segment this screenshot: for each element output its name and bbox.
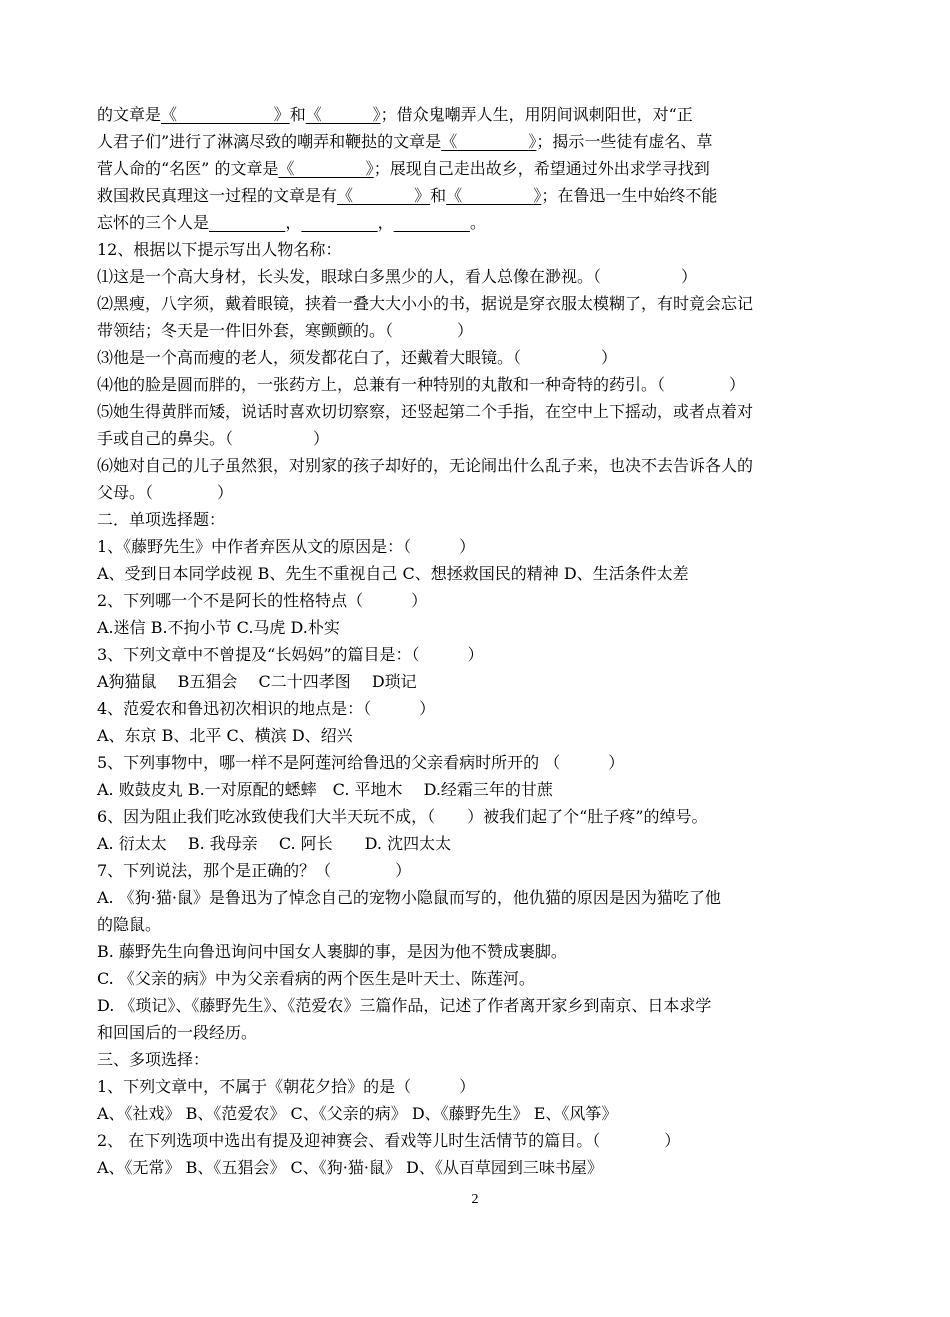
section-2-line: 3、下列文章中不曾提及“长妈妈”的篇目是：（ ） [97,645,484,664]
answer-blank [322,105,373,124]
section-3-line: 1、下列文章中，不属于《朝花夕拾》的是（ ） [97,1077,476,1096]
section-2-line: A狗猫鼠 B五猖会 C二十四孝图 D琐记 [97,672,417,691]
answer-blank [177,105,274,124]
title-open-bracket: 《 [441,132,458,151]
question-12-item: 手或自己的鼻尖。（ ） [97,429,330,448]
title-close-bracket: 》 [365,159,374,178]
text-segment: 的文章是 [97,105,162,124]
section-2-line: A. 《狗·猫·鼠》是鲁迅为了悼念自己的宠物小隐鼠而写的，他仇猫的原因是因为猫吃了他 [97,888,721,907]
section-2-line: D. 《琐记》、《藤野先生》、《范爱农》三篇作品，记述了作者离开家乡到南京、日本求学 [97,996,712,1015]
answer-blank [301,213,377,232]
title-open-bracket: 《 [278,159,295,178]
section-2-line: 4、范爱农和鲁迅初次相识的地点是：（ ） [97,699,436,718]
section-2-heading: 二．单项选择题： [97,510,226,529]
answer-blank [353,186,414,205]
section-2-line: 1、《藤野先生》中作者弃医从文的原因是：（ ） [97,537,476,556]
text-segment: 菅人命的“名医” 的文章是 [97,159,279,178]
section-2-line: 的隐鼠。 [97,915,162,934]
section-2-line: A. 败鼓皮丸 B.一对原配的蟋蟀 C. 平地木 D.经霜三年的甘蔗 [97,780,553,799]
question-12-item: 带领结；冬天是一件旧外套，寒颤颤的。（ ） [97,321,474,340]
answer-blank [457,132,528,151]
answer-blank [209,213,285,232]
page-number: 2 [471,1192,479,1207]
fill-in-line-1 [97,103,693,127]
question-12-item: 父母。（ ） [97,483,234,502]
question-12-item: ⑹她对自己的儿子虽然狠，对别家的孩子却好的，无论闹出什么乱子来，也决不去告诉各人的 [97,456,754,475]
section-2-line: 6、因为阻止我们吃冰致使我们大半天玩不成，（ ）被我们起了个“肚子疼”的绰号。 [97,807,708,826]
section-3-heading: 三、多项选择： [97,1050,210,1069]
text-segment: 和 [430,186,447,205]
text-segment: ， [377,213,394,232]
section-2-line: A. 衍太太 B. 我母亲 C. 阿长 D. 沈四太太 [97,834,452,853]
section-3-line: A、《无常》 B、《五猖会》 C、《狗·猫·鼠》 D、《从百草园到三味书屋》 [97,1158,603,1177]
section-2-line: C. 《父亲的病》中为父亲看病的两个医生是叶天士、陈莲河。 [97,969,535,988]
text-segment: ；借众鬼嘲弄人生，用阴间讽刺阳世，对“正 [380,105,693,124]
title-open-bracket: 《 [446,186,463,205]
section-2-line: 7、下列说法，那个是正确的？（ ） [97,861,412,880]
section-3-line: A、《社戏》 B、《范爱农》 C、《父亲的病》 D、《藤野先生》 E、《风筝》 [97,1104,618,1123]
text-segment: ；揭示一些徒有虚名、草 [536,132,713,151]
title-open-bracket: 《 [337,186,354,205]
question-12-item: ⑷他的脸是圆而胖的，一张药方上，总兼有一种特别的丸散和一种奇特的药引。（ ） [97,375,746,394]
title-open-bracket: 《 [305,105,322,124]
title-close-bracket: 》 [372,105,381,124]
section-2-line: A.迷信 B.不拘小节 C.马虎 D.朴实 [97,618,340,637]
fill-in-line-2 [97,130,712,154]
fill-in-line-3 [97,157,710,181]
title-close-bracket: 》 [273,105,290,124]
question-12-item: ⑵黑瘦，八字须，戴着眼镜，挟着一叠大大小小的书，据说是穿衣服太模糊了，有时竟会忘记 [97,294,754,313]
text-segment: 人君子们”进行了淋漓尽致的嘲弄和鞭挞的文章是 [97,132,442,151]
question-12-item: ⑸她生得黄胖而矮，说话时喜欢切切察察，还竖起第二个手指，在空中上下摇动，或者点着对 [97,402,754,421]
fill-in-line-5 [97,211,486,235]
text-segment: 。 [469,213,486,232]
section-2-line: 2、下列哪一个不是阿长的性格特点（ ） [97,591,428,610]
section-2-line: 5、下列事物中，哪一样不是阿莲河给鲁迅的父亲看病时所开的 （ ） [97,753,625,772]
title-close-bracket: 》 [528,132,537,151]
text-segment: ；展现自己走出故乡，希望通过外出求学寻找到 [373,159,710,178]
answer-blank [394,213,470,232]
title-close-bracket: 》 [414,186,431,205]
question-12-heading: 12、根据以下提示写出人物名称： [97,240,342,259]
text-segment: ， [285,213,302,232]
text-segment: 和 [289,105,306,124]
text-segment: ；在鲁迅一生中始终不能 [541,186,718,205]
answer-blank [294,159,365,178]
fill-in-line-4 [97,184,717,208]
answer-blank [462,186,533,205]
section-2-line: A、东京 B、北平 C、横滨 D、绍兴 [97,726,353,745]
question-12-item: ⑴这是一个高大身材，长头发，眼球白多黑少的人，看人总像在渺视。（ ） [97,267,698,286]
section-3-line: 2、 在下列选项中选出有提及迎神赛会、看戏等儿时生活情节的篇目。（ ） [97,1131,681,1150]
section-2-line: 和回国后的一段经历。 [97,1023,258,1042]
title-open-bracket: 《 [161,105,178,124]
section-2-line: A、受到日本同学歧视 B、先生不重视自己 C、想拯救国民的精神 D、生活条件太差 [97,564,689,583]
text-segment: 救国救民真理这一过程的文章是有 [97,186,338,205]
question-12-item: ⑶他是一个高而瘦的老人，须发都花白了，还戴着大眼镜。（ ） [97,348,618,367]
section-2-line: B. 藤野先生向鲁迅询问中国女人裹脚的事，是因为他不赞成裹脚。 [97,942,567,961]
title-close-bracket: 》 [533,186,542,205]
text-segment: 忘怀的三个人是 [97,213,210,232]
